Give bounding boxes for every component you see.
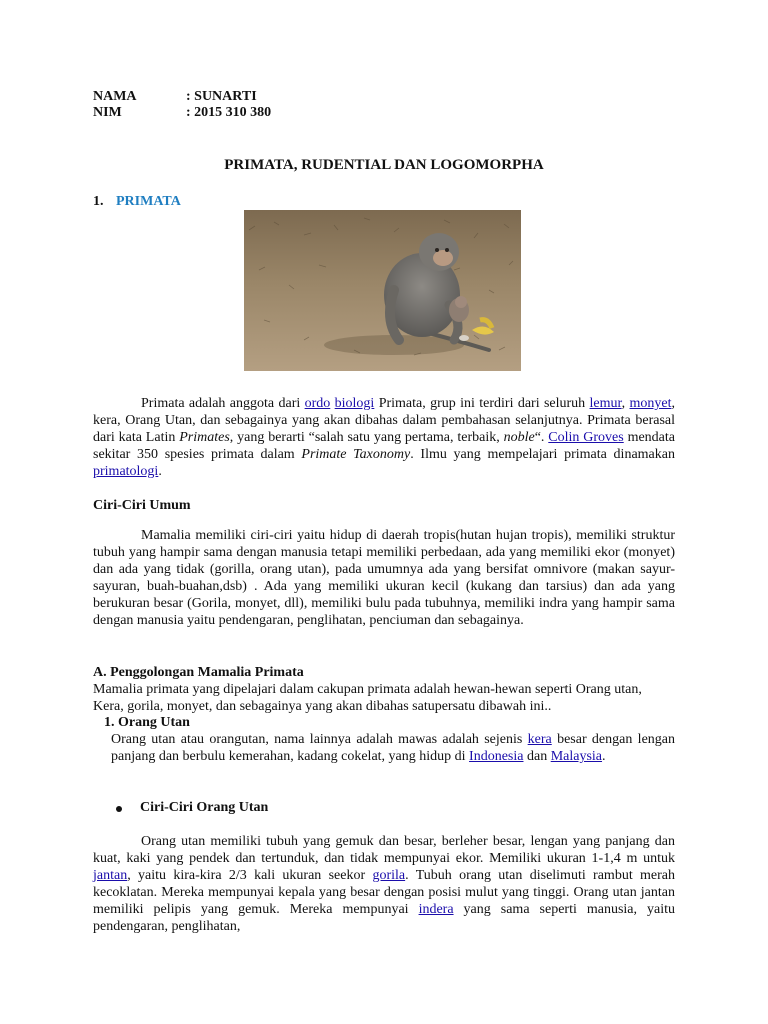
intro-text: , kera, Orang Utan, dan sebagainya yang akan dibahas dalam pembahasan selanjutnya. Primata berasal dari kata Latin	[93, 396, 676, 445]
link-primatologi[interactable]: primatologi	[93, 464, 159, 479]
intro-text: . Ilmu yang mempelajari primata dinamakan	[410, 447, 675, 462]
ciri-orang-utan-text: yang sama seperti manusia, yaitu pendengaran, penglihatan,	[93, 902, 675, 934]
link-kera[interactable]: kera	[527, 732, 552, 747]
page-title: PRIMATA, RUDENTIAL DAN LOGOMORPHA	[224, 157, 544, 173]
link-indonesia[interactable]: Indonesia	[469, 749, 524, 764]
ciri-orang-utan-paragraph	[93, 833, 675, 935]
heading-orang-utan: 1. Orang Utan	[104, 715, 190, 730]
intro-text: mendata sekitar 350 spesies primata dalam	[93, 430, 675, 462]
nama-label: NAMA	[93, 89, 137, 104]
heading-ciri-umum: Ciri-Ciri Umum	[93, 498, 191, 513]
ciri-orang-utan-text: . Tubuh orang utan diselimuti rambut merah kecoklatan. Mereka mempunyai kepala yang besar dengan posisi mulut yang tinggi. Orang utan jantan memiliki pelipis yang gemuk. Mereka mempunyai	[93, 868, 676, 917]
nim-label: NIM	[93, 105, 122, 120]
link-biologi[interactable]: biologi	[334, 396, 375, 411]
nama-value: : SUNARTI	[186, 89, 257, 104]
heading-ciri-orang-utan: Ciri-Ciri Orang Utan	[140, 800, 269, 815]
link-jantan[interactable]: jantan	[93, 868, 128, 883]
intro-text: Primata adalah anggota dari	[141, 396, 305, 411]
intro-paragraph	[93, 395, 675, 480]
link-ordo[interactable]: ordo	[304, 396, 331, 411]
orang-utan-text: Orang utan atau orangutan, nama lainnya adalah mawas adalah sejenis	[111, 732, 528, 747]
intro-text: .	[158, 464, 162, 479]
link-colin-groves[interactable]: Colin Groves	[548, 430, 624, 445]
link-indera[interactable]: indera	[418, 902, 454, 917]
section-number: 1.	[93, 194, 104, 209]
link-lemur[interactable]: lemur	[589, 396, 622, 411]
nim-value: : 2015 310 380	[186, 105, 272, 120]
penggolongan-paragraph: Mamalia primata yang dipelajari dalam cakupan primata adalah hewan-hewan seperti Orang utan, Kera, gorila, monyet, dan sebagainya yang akan dibahas satupersatu dibawah ini..	[93, 682, 642, 714]
ciri-orang-utan-text: , yaitu kira-kira 2/3 kali ukuran seekor	[127, 868, 373, 883]
orang-utan-paragraph	[111, 731, 675, 765]
intro-italic: Primate Taxonomy	[301, 447, 411, 462]
heading-penggolongan: A. Penggolongan Mamalia Primata	[93, 665, 304, 680]
intro-text: , yang berarti “salah satu yang pertama, terbaik,	[229, 430, 504, 445]
intro-text: Primata, grup ini terdiri dari seluruh	[374, 396, 590, 411]
intro-text: “.	[534, 430, 549, 445]
intro-italic: noble	[503, 430, 535, 445]
section-heading-primata: PRIMATA	[116, 194, 181, 209]
intro-text: ,	[621, 396, 630, 411]
link-malaysia[interactable]: Malaysia	[550, 749, 603, 764]
intro-italic: Primates	[179, 430, 230, 445]
link-gorila[interactable]: gorila	[372, 868, 406, 883]
orang-utan-text: besar dengan lengan panjang dan berbulu kemerahan, kadang cokelat, yang hidup di	[111, 732, 675, 764]
link-monyet[interactable]: monyet	[629, 396, 672, 411]
macaque-photo	[244, 210, 521, 371]
orang-utan-text: .	[602, 749, 606, 764]
ciri-umum-paragraph: Mamalia memiliki ciri-ciri yaitu hidup di daerah tropis(hutan hujan tropis), memiliki struktur tubuh yang hampir sama dengan manusia tetapi memiliki perbedaan, ada yang memiliki ekor (monyet) dan ada yang tidak (gorilla, orang utan), pada umumnya ada yang bersifat omnivore (makan sayur-sayuran, buah-buahan,dsb) . Ada yang memiliki ukuran kecil (kukang dan tarsius) dan ada yang berukuran besar (Gorila, monyet, dll), memiliki bulu pada tubuhnya, memiliki indra yang hampir sama dengan manusia yaitu pendengaran, penglihatan, penciuman dan sebagainya.	[93, 528, 675, 628]
orang-utan-text: dan	[523, 749, 551, 764]
bullet-icon	[116, 806, 122, 812]
ciri-orang-utan-text: Orang utan memiliki tubuh yang gemuk dan besar, berleher besar, lengan yang panjang dan kuat, kaki yang pendek dan tertunduk, dan tidak mempunyai ekor. Memiliki ukuran 1-1,4 m untuk	[93, 834, 675, 866]
